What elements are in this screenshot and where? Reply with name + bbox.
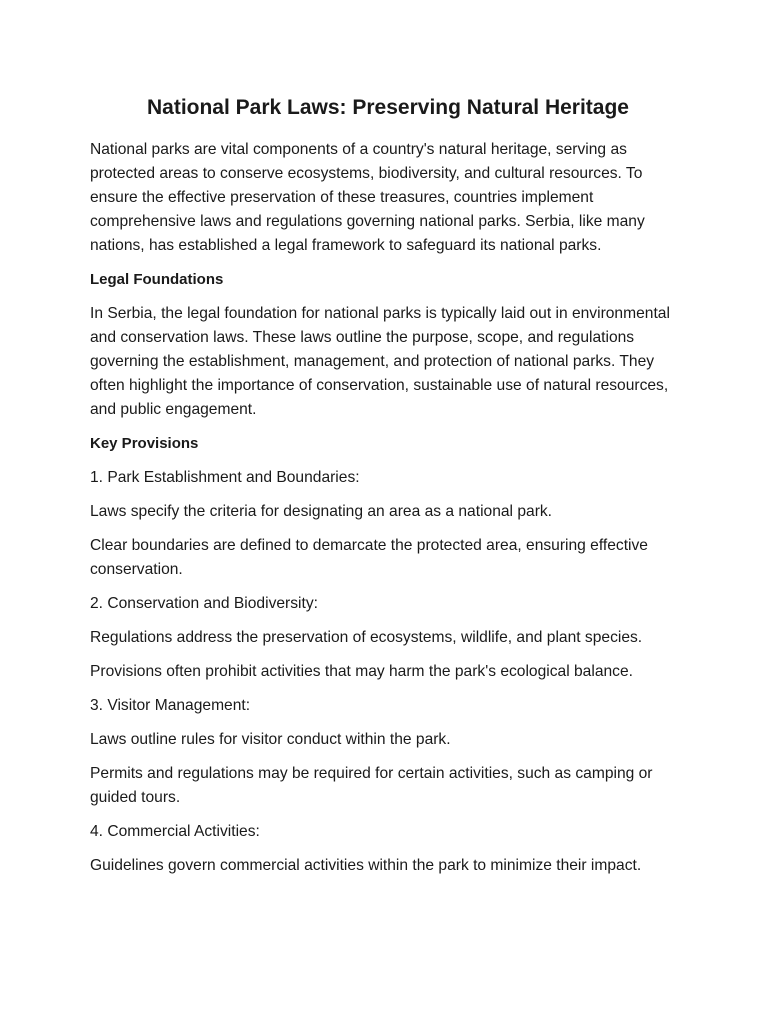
provision-text: Regulations address the preservation of ecosystems, wildlife, and plant species. — [90, 629, 643, 646]
provision-heading-conservation: 2. Conservation and Biodiversity: — [90, 595, 318, 612]
provision-heading-commercial: 4. Commercial Activities: — [90, 823, 260, 840]
document-body — [90, 94, 686, 888]
provision-text: Permits and regulations may be required for certain activities, such as camping or guided tours. — [90, 765, 653, 806]
provision-heading-establishment: 1. Park Establishment and Boundaries: — [90, 469, 360, 486]
legal-foundations-paragraph: In Serbia, the legal foundation for national parks is typically laid out in environmental and conservation laws. These laws outline the purpose, scope, and regulations governing the establishment, management, and protection of national parks. They often highlight the importance of conservation, sustainable use of natural resources, and public engagement. — [90, 305, 670, 418]
provision-heading-visitor-management: 3. Visitor Management: — [90, 697, 251, 714]
section-heading-key-provisions: Key Provisions — [90, 435, 199, 452]
provision-text: Laws specify the criteria for designating an area as a national park. — [90, 503, 553, 520]
provision-text: Clear boundaries are defined to demarcate the protected area, ensuring effective conservation. — [90, 537, 648, 578]
document-title: National Park Laws: Preserving Natural Heritage — [146, 96, 629, 119]
provision-text: Guidelines govern commercial activities within the park to minimize their impact. — [90, 857, 642, 874]
provision-text: Laws outline rules for visitor conduct within the park. — [90, 731, 451, 748]
intro-paragraph: National parks are vital components of a country's natural heritage, serving as protected areas to conserve ecosystems, biodiversity, and cultural resources. To ensure the effective preservation of these treasures, countries implement comprehensive laws and regulations governing national parks. Serbia, like many nations, has established a legal framework to safeguard its national parks. — [90, 141, 645, 254]
section-heading-legal-foundations: Legal Foundations — [90, 271, 224, 288]
provision-text: Provisions often prohibit activities that may harm the park's ecological balance. — [90, 663, 633, 680]
